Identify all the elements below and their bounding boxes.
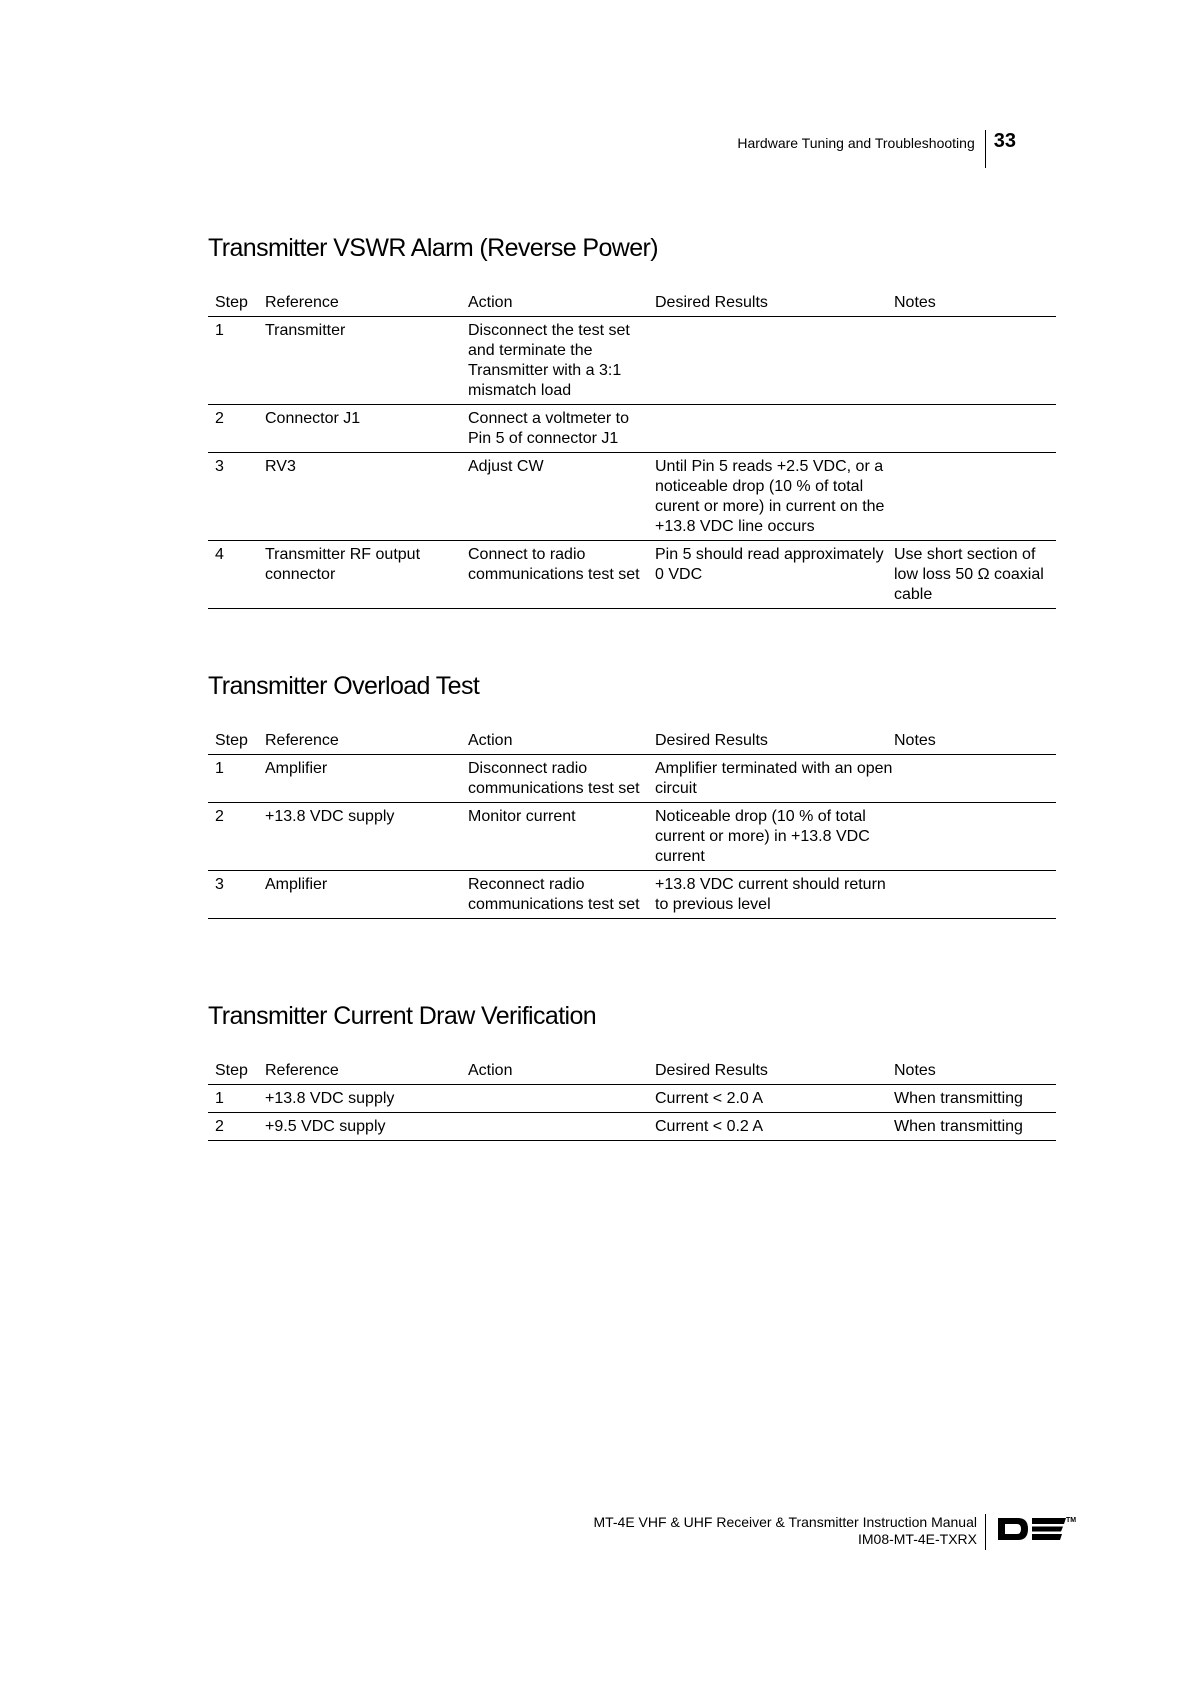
col-header-notes: Notes [894,293,1056,317]
table-row [208,803,1056,871]
section-title-overload: Transmitter Overload Test [208,672,480,700]
cell-desired-results: Noticeable drop (10 % of total current or more) in +13.8 VDC current [655,803,894,871]
current-draw-table [208,1061,1056,1141]
running-header [737,130,1016,168]
col-header-step: Step [208,1061,265,1085]
cell-step: 4 [208,541,265,609]
col-header-reference: Reference [265,293,468,317]
page-footer [593,1514,1076,1550]
cell-step: 3 [208,453,265,541]
cell-desired-results: Until Pin 5 reads +2.5 VDC, or a noticeable drop (10 % of total curent or more) in current on the +13.8 VDC line occurs [655,453,894,541]
cell-desired-results: +13.8 VDC current should return to previous level [655,871,894,919]
table-row [208,453,1056,541]
cell-action [468,1085,655,1113]
table-row [208,317,1056,405]
cell-step: 3 [208,871,265,919]
cell-step: 2 [208,405,265,453]
table-row [208,405,1056,453]
cell-reference: RV3 [265,453,468,541]
col-header-step: Step [208,293,265,317]
col-header-desired-results: Desired Results [655,293,894,317]
cell-notes [894,871,1056,919]
cell-step: 1 [208,1085,265,1113]
cell-notes [894,453,1056,541]
col-header-step: Step [208,731,265,755]
cell-reference: Amplifier [265,871,468,919]
page-number: 33 [993,130,1016,152]
cell-desired-results [655,317,894,405]
cell-notes [894,317,1056,405]
cell-reference: Connector J1 [265,405,468,453]
cell-desired-results: Current < 0.2 A [655,1113,894,1141]
cell-reference: Transmitter RF output connector [265,541,468,609]
cell-step: 1 [208,317,265,405]
table-row [208,755,1056,803]
table-header-row [208,293,1056,317]
col-header-action: Action [468,293,655,317]
cell-step: 2 [208,803,265,871]
cell-action: Disconnect the test set and terminate the Transmitter with a 3:1 mismatch load [468,317,655,405]
cell-action: Connect a voltmeter to Pin 5 of connector J1 [468,405,655,453]
cell-step: 1 [208,755,265,803]
col-header-action: Action [468,731,655,755]
cell-reference: +13.8 VDC supply [265,803,468,871]
footer-manual-title: MT-4E VHF & UHF Receiver & Transmitter Instruction Manual [593,1514,977,1530]
col-header-action: Action [468,1061,655,1085]
table-row [208,871,1056,919]
cell-reference: +13.8 VDC supply [265,1085,468,1113]
header-divider [985,130,986,168]
col-header-desired-results: Desired Results [655,731,894,755]
cell-reference: Amplifier [265,755,468,803]
section-title-current-draw: Transmitter Current Draw Verification [208,1002,597,1030]
cell-action [468,1113,655,1141]
table-row [208,541,1056,609]
col-header-reference: Reference [265,731,468,755]
table-row [208,1113,1056,1141]
cell-reference: +9.5 VDC supply [265,1113,468,1141]
footer-doc-id: IM08-MT-4E-TXRX [857,1531,977,1547]
col-header-reference: Reference [265,1061,468,1085]
footer-divider [985,1514,986,1550]
table-header-row [208,731,1056,755]
col-header-notes: Notes [894,1061,1056,1085]
cell-step: 2 [208,1113,265,1141]
cell-action: Monitor current [468,803,655,871]
section-overload-test [208,672,1056,919]
cell-notes: When transmitting [894,1113,1056,1141]
col-header-desired-results: Desired Results [655,1061,894,1085]
cell-notes [894,803,1056,871]
cell-desired-results: Current < 2.0 A [655,1085,894,1113]
table-row [208,1085,1056,1113]
header-section-name: Hardware Tuning and Troubleshooting [737,135,975,151]
cell-notes: Use short section of low loss 50 Ω coaxial cable [894,541,1056,609]
cell-notes: When transmitting [894,1085,1056,1113]
de-logo-icon [996,1514,1076,1544]
trademark-symbol: TM [1066,1517,1076,1524]
cell-desired-results [655,405,894,453]
cell-action: Disconnect radio communications test set [468,755,655,803]
table-header-row [208,1061,1056,1085]
cell-action: Adjust CW [468,453,655,541]
cell-desired-results: Pin 5 should read approximately 0 VDC [655,541,894,609]
section-current-draw [208,1002,1056,1141]
cell-desired-results: Amplifier terminated with an open circuit [655,755,894,803]
overload-table [208,731,1056,919]
footer-text [593,1514,977,1548]
col-header-notes: Notes [894,731,1056,755]
cell-action: Connect to radio communications test set [468,541,655,609]
section-title-vswr: Transmitter VSWR Alarm (Reverse Power) [208,234,658,262]
cell-notes [894,755,1056,803]
cell-action: Reconnect radio communications test set [468,871,655,919]
section-vswr-alarm [208,234,1056,609]
cell-notes [894,405,1056,453]
cell-reference: Transmitter [265,317,468,405]
vswr-table [208,293,1056,609]
